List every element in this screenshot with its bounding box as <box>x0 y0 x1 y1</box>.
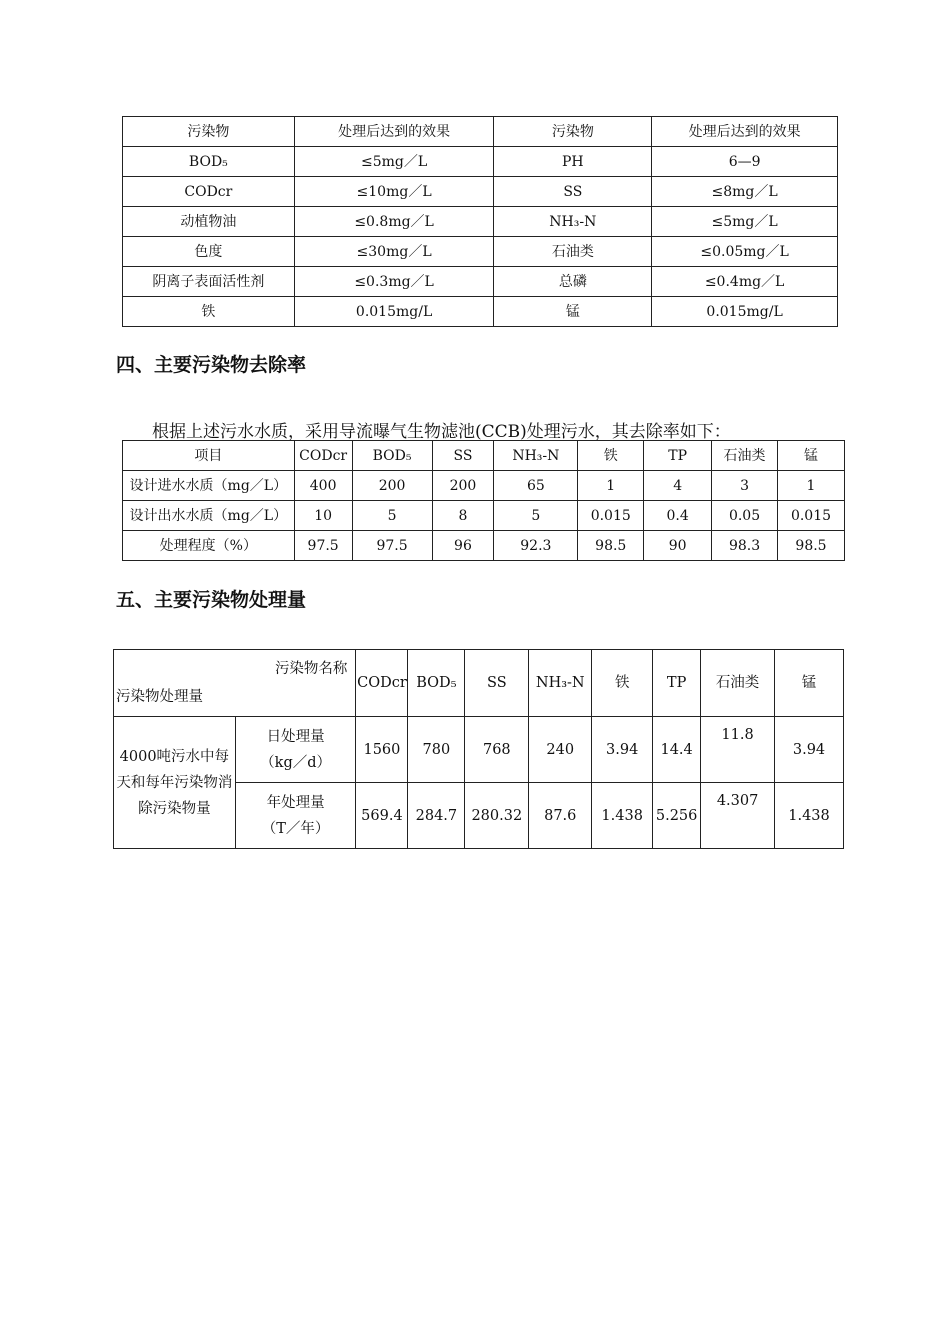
table-cell: 10 <box>294 501 352 531</box>
table-cell: 6—9 <box>652 147 838 177</box>
header-cell: CODcr <box>294 441 352 471</box>
table-cell: 97.5 <box>294 531 352 561</box>
table-cell: 1 <box>578 471 644 501</box>
header-cell: 石油类 <box>712 441 778 471</box>
header-cell: 石油类 <box>701 650 775 717</box>
row-label-line2: （T／年） <box>261 820 330 837</box>
table-cell: 0.015 <box>778 501 845 531</box>
table-cell: 200 <box>432 471 494 501</box>
table-cell: 动植物油 <box>123 207 295 237</box>
header-cell: 项目 <box>123 441 295 471</box>
header-cell: SS <box>432 441 494 471</box>
row-label <box>235 717 356 783</box>
table-cell: ≤10mg／L <box>294 177 494 207</box>
treatment-amount-table <box>113 649 844 849</box>
table-row <box>123 531 845 561</box>
header-cell: SS <box>465 650 529 717</box>
table-cell: ≤0.05mg／L <box>652 237 838 267</box>
table-cell: 0.015mg/L <box>294 297 494 327</box>
table-cell: 1.438 <box>775 783 844 849</box>
table-cell: PH <box>494 147 652 177</box>
table-cell: 1 <box>778 471 845 501</box>
table-cell: 1560 <box>356 717 408 783</box>
table-cell: ≤5mg／L <box>294 147 494 177</box>
table-cell: 5.256 <box>653 783 701 849</box>
header-cell: NH₃-N <box>529 650 592 717</box>
effluent-standards-table <box>122 116 838 327</box>
table-cell: 569.4 <box>356 783 408 849</box>
table-cell: 0.015mg/L <box>652 297 838 327</box>
row-label-line2: （kg／d） <box>260 754 332 771</box>
table-cell: ≤30mg／L <box>294 237 494 267</box>
table-cell: 780 <box>408 717 465 783</box>
table-cell: 处理程度（%） <box>123 531 295 561</box>
row-label-line1: 日处理量 <box>266 728 325 745</box>
table-header-row <box>123 441 845 471</box>
header-cell: TP <box>653 650 701 717</box>
corner-bottom-label: 污染物处理量 <box>116 689 203 705</box>
table-cell: 锰 <box>494 297 652 327</box>
header-cell: CODcr <box>356 650 408 717</box>
table-cell: 14.4 <box>653 717 701 783</box>
table-cell: 3.94 <box>775 717 844 783</box>
table-cell: CODcr <box>123 177 295 207</box>
table-row <box>123 471 845 501</box>
table-cell: ≤0.4mg／L <box>652 267 838 297</box>
header-cell: 锰 <box>778 441 845 471</box>
table-header-row <box>123 117 838 147</box>
section-heading-treatment-amount: 五、主要污染物处理量 <box>116 589 307 611</box>
row-group-label: 4000吨污水中每天和每年污染物消除污染物量 <box>114 717 236 849</box>
table-cell: 铁 <box>123 297 295 327</box>
table-row <box>123 267 838 297</box>
table-cell: 0.05 <box>712 501 778 531</box>
header-cell: 铁 <box>592 650 653 717</box>
table-cell: 768 <box>465 717 529 783</box>
table-cell: NH₃-N <box>494 207 652 237</box>
header-cell: 铁 <box>578 441 644 471</box>
table-cell: 87.6 <box>529 783 592 849</box>
table-cell: 98.3 <box>712 531 778 561</box>
table-cell: ≤0.8mg／L <box>294 207 494 237</box>
table-cell: 设计进水水质（mg／L） <box>123 471 295 501</box>
table-cell: 色度 <box>123 237 295 267</box>
table-row <box>123 501 845 531</box>
table-cell: SS <box>494 177 652 207</box>
table-row <box>123 207 838 237</box>
table-row <box>114 717 844 783</box>
table-cell: 1.438 <box>592 783 653 849</box>
table-cell: 97.5 <box>352 531 432 561</box>
header-cell: 污染物 <box>494 117 652 147</box>
removal-rate-table <box>122 440 845 561</box>
table-cell: 3 <box>712 471 778 501</box>
header-cell: BOD₅ <box>352 441 432 471</box>
header-cell: 处理后达到的效果 <box>652 117 838 147</box>
table-cell: 3.94 <box>592 717 653 783</box>
table-row <box>123 237 838 267</box>
table-cell: 400 <box>294 471 352 501</box>
table-cell: 石油类 <box>494 237 652 267</box>
table-cell: 240 <box>529 717 592 783</box>
table-cell: 96 <box>432 531 494 561</box>
table-cell: ≤0.3mg／L <box>294 267 494 297</box>
row-label <box>235 783 356 849</box>
corner-top-label: 污染物名称 <box>274 661 348 677</box>
table-cell: 92.3 <box>494 531 578 561</box>
header-cell: TP <box>644 441 712 471</box>
table-cell: 5 <box>494 501 578 531</box>
table-row <box>123 147 838 177</box>
table-cell: 总磷 <box>494 267 652 297</box>
table-cell: 8 <box>432 501 494 531</box>
header-cell: BOD₅ <box>408 650 465 717</box>
table-cell: 11.8 <box>701 717 775 783</box>
table-cell: ≤5mg／L <box>652 207 838 237</box>
table-row <box>123 177 838 207</box>
header-cell: 污染物 <box>123 117 295 147</box>
table-header-row <box>114 650 844 717</box>
table-cell: 200 <box>352 471 432 501</box>
diagonal-header-cell <box>114 650 356 717</box>
header-cell: NH₃-N <box>494 441 578 471</box>
table-cell: 98.5 <box>778 531 845 561</box>
table-cell: 284.7 <box>408 783 465 849</box>
table-cell: 0.4 <box>644 501 712 531</box>
table-cell: 阴离子表面活性剂 <box>123 267 295 297</box>
row-label-line1: 年处理量 <box>266 794 325 811</box>
table-cell: 0.015 <box>578 501 644 531</box>
table-cell: 98.5 <box>578 531 644 561</box>
table-cell: 5 <box>352 501 432 531</box>
table-cell: 280.32 <box>465 783 529 849</box>
table-cell: ≤8mg／L <box>652 177 838 207</box>
header-cell: 锰 <box>775 650 844 717</box>
table-row <box>123 297 838 327</box>
table-cell: 65 <box>494 471 578 501</box>
section-heading-removal-rate: 四、主要污染物去除率 <box>116 354 307 376</box>
table-cell: 90 <box>644 531 712 561</box>
table-cell: 4.307 <box>701 783 775 849</box>
table-cell: BOD₅ <box>123 147 295 177</box>
section-paragraph: 根据上述污水水质，采用导流曝气生物滤池(CCB)处理污水，其去除率如下： <box>152 422 731 442</box>
header-cell: 处理后达到的效果 <box>294 117 494 147</box>
table-cell: 设计出水水质（mg／L） <box>123 501 295 531</box>
table-cell: 4 <box>644 471 712 501</box>
